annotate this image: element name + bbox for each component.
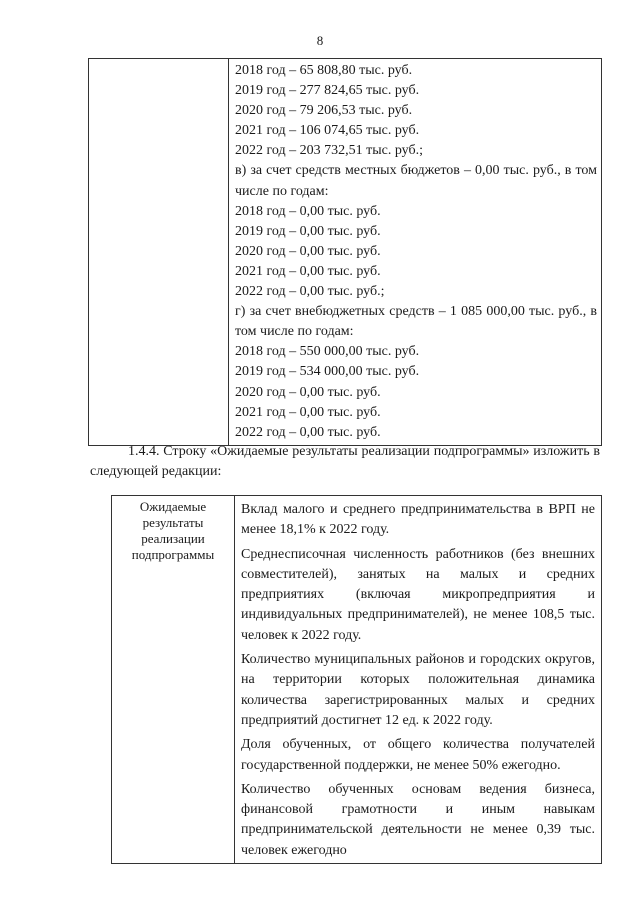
results-table-label: Ожидаемые результаты реализации подпрограммы <box>112 496 235 864</box>
page-number: 8 <box>316 33 324 48</box>
amendment-paragraph: 1.4.4. Строку «Ожидаемые результаты реализации подпрограммы» изложить в следующей редакции: <box>90 444 600 479</box>
funding-line: 2022 год – 203 732,51 тыс. руб.; <box>235 143 423 159</box>
funding-table-value-cell <box>229 59 602 446</box>
funding-line: 2020 год – 0,00 тыс. руб. <box>235 384 381 400</box>
funding-line: 2019 год – 277 824,65 тыс. руб. <box>235 83 420 99</box>
results-table <box>111 495 602 864</box>
result-item: Количество обученных основам ведения бизнеса, финансовой грамотности и иным навыкам предпринимательской деятельности не менее 0,39 тыс. человек ежегодно <box>241 781 595 858</box>
funding-line: 2018 год – 65 808,80 тыс. руб. <box>235 63 413 78</box>
funding-line: 2018 год – 550 000,00 тыс. руб. <box>235 344 420 360</box>
funding-line: 2021 год – 0,00 тыс. руб. <box>235 263 381 279</box>
result-item: Вклад малого и среднего предпринимательства в ВРП не менее 18,1% к 2022 году. <box>241 502 595 538</box>
funding-line: 2019 год – 534 000,00 тыс. руб. <box>235 364 420 380</box>
funding-line: 2020 год – 0,00 тыс. руб. <box>235 243 381 259</box>
funding-line: в) за счет средств местных бюджетов – 0,00 тыс. руб., в том числе по годам: <box>235 163 597 199</box>
funding-line: 2020 год – 79 206,53 тыс. руб. <box>235 103 413 119</box>
result-item: Доля обученных, от общего количества получателей государственной поддержки, не менее 50% ежегодно. <box>241 737 595 773</box>
results-table-value-cell <box>235 496 602 864</box>
result-item: Количество муниципальных районов и городских округов, на территории которых положительная динамика количества зарегистрированных малых и средних предприятий достигнет 12 ед. к 2022 году. <box>241 652 595 728</box>
funding-line: г) за счет внебюджетных средств – 1 085 000,00 тыс. руб., в том числе по годам: <box>235 304 597 340</box>
funding-line: 2022 год – 0,00 тыс. руб.; <box>235 284 385 300</box>
funding-table-label-cell <box>89 59 229 446</box>
funding-line: 2019 год – 0,00 тыс. руб. <box>235 223 381 239</box>
result-item: Среднесписочная численность работников (без внешних совместителей), занятых на малых и средних предприятиях (включая микропредприятия и индивидуальных предпринимателей), не менее 108,5 тыс. человек к 2022 году. <box>241 546 595 643</box>
funding-line: 2018 год – 0,00 тыс. руб. <box>235 203 381 219</box>
funding-table <box>88 58 602 446</box>
funding-line: 2021 год – 106 074,65 тыс. руб. <box>235 123 420 139</box>
funding-line: 2021 год – 0,00 тыс. руб. <box>235 404 381 420</box>
funding-line: 2022 год – 0,00 тыс. руб. <box>235 424 381 440</box>
